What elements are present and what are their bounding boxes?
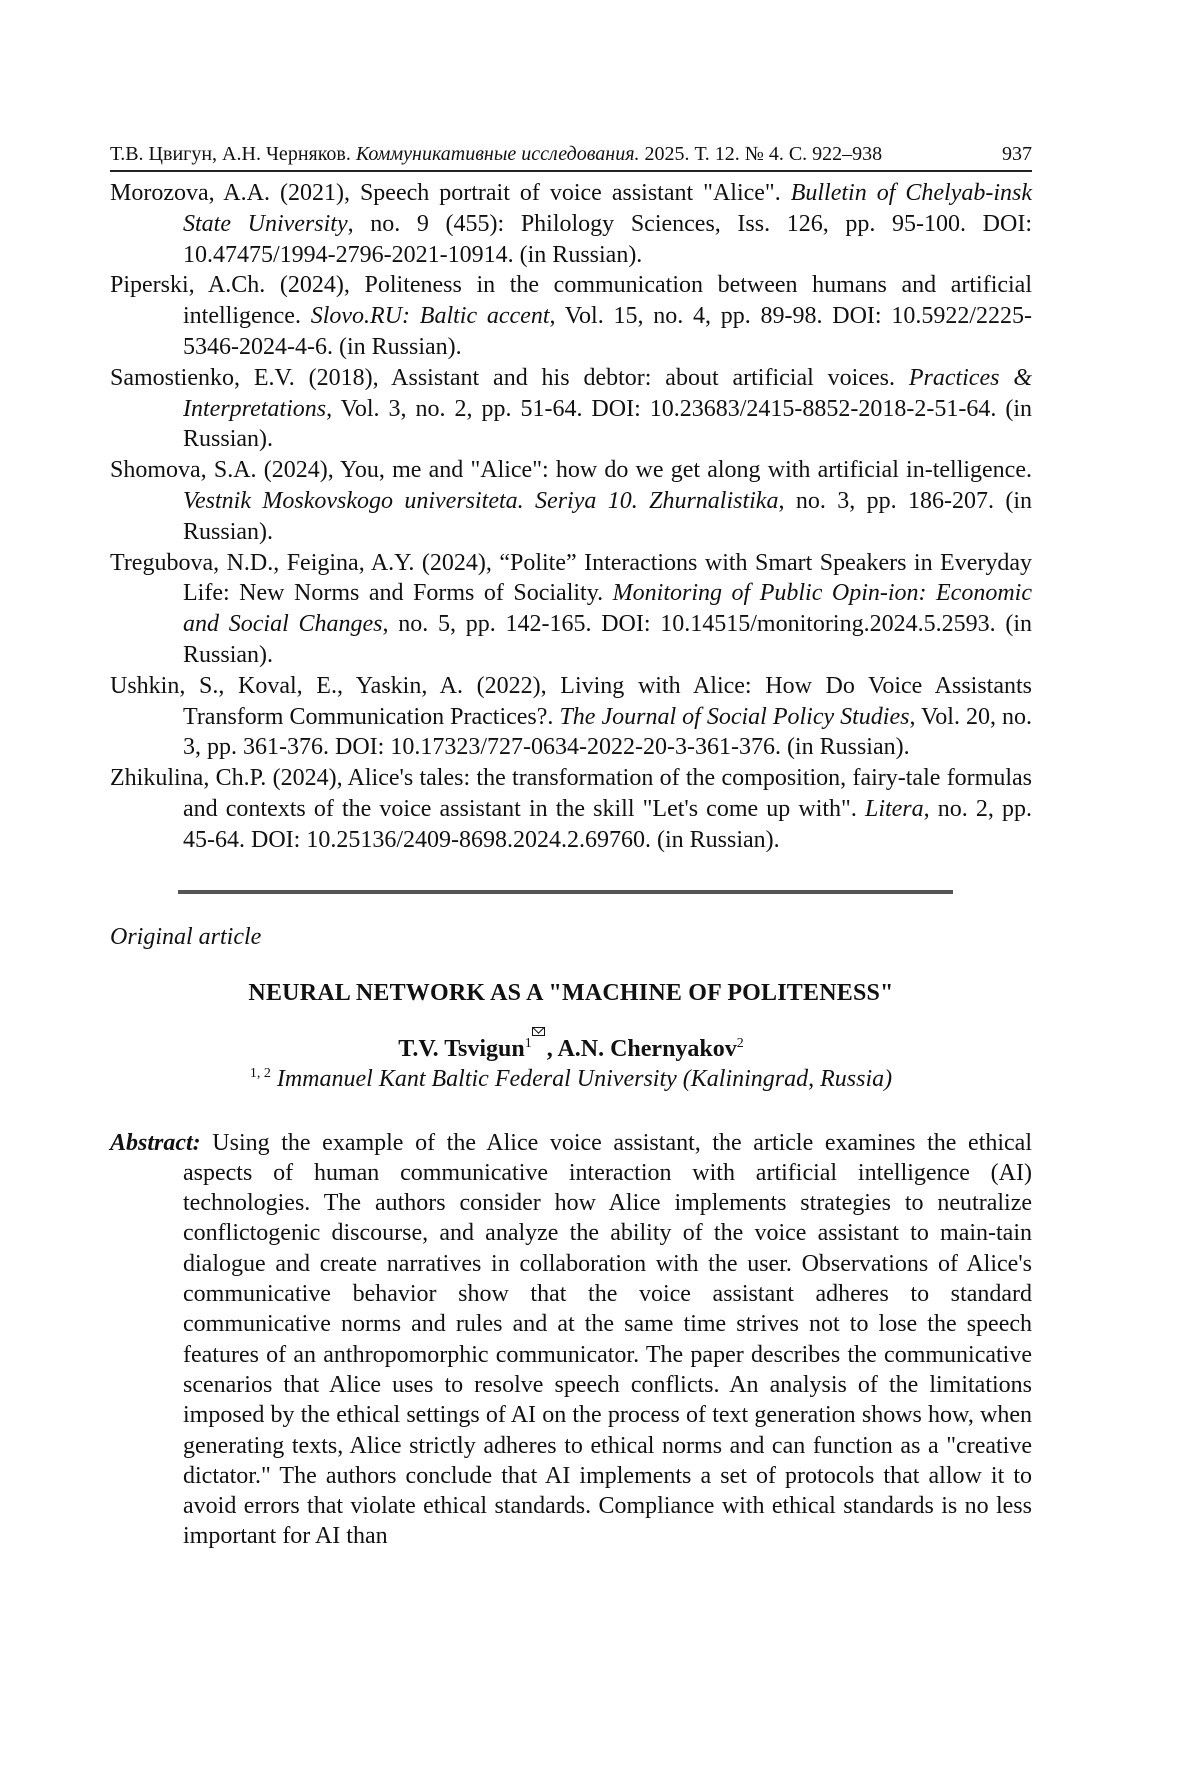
reference-source: The Journal of Social Policy Studies (559, 703, 910, 730)
reference-item (110, 178, 1032, 270)
reference-details: , no. 9 (455): Philology Sciences, Iss. 126, pp. 95-100. DOI: 10.47475/1994-2796-2021-10914. (in Russian). (183, 210, 1032, 268)
reference-text: Ushkin, S., Koval, E., Yaskin, A. (2022), Living with Alice: How Do Voice Assistants Transform Communication Practices?. (110, 672, 1032, 730)
reference-text: Piperski, A.Ch. (2024), Politeness in the communication between humans and artificial intelligence. (110, 272, 1032, 330)
reference-details: , no. 2, pp. 45-64. DOI: 10.25136/2409-8698.2024.2.69760. (in Russian). (183, 795, 1033, 853)
reference-text: Shomova, S.A. (2024), You, me and "Alice": how do we get along with artificial in-telligence. (110, 457, 1032, 484)
author-name: A.N. Chernyakov (557, 1035, 737, 1062)
reference-text: Tregubova, N.D., Feigina, A.Y. (2024), “Polite” Interactions with Smart Speakers in Everyday Life: New Norms and Forms of Sociality. (110, 549, 1032, 607)
running-head-issue: 2025. Т. 12. № 4. С. 922–938 (644, 143, 883, 165)
section-divider (178, 890, 953, 894)
author-name: T.V. Tsvigun (398, 1035, 525, 1062)
reference-list (110, 178, 1032, 856)
reference-text: Samostienko, E.V. (2018), Assistant and his debtor: about artificial voices. (110, 364, 909, 391)
affiliation-text: Immanuel Kant Baltic Federal University (Kaliningrad, Russia) (270, 1065, 893, 1092)
reference-item (110, 548, 1032, 671)
article-type: Original article (110, 923, 262, 950)
affiliation (110, 1064, 1032, 1094)
reference-item (110, 455, 1032, 547)
abstract-text: Using the example of the Alice voice assistant, the article examines the ethical aspects of human communicative interaction with artificial intelligence (AI) technologies. The authors consider how Alice implements strategies to neutralize conflictogenic discourse, and analyze the ability of the voice assistant to main-tain dialogue and create narratives in collaboration with the user. Observations of Alice's communicative behavior show that the voice assistant adheres to standard communicative norms and rules and at the same time strives not to lose the speech features of an anthropomorphic communicator. The paper describes the communicative scenarios that Alice uses to resolve speech conflicts. An analysis of the limitations imposed by the ethical settings of AI on the process of text generation shows how, when generating texts, Alice strictly adheres to ethical norms and can function as a "creative dictator." The authors conclude that AI implements a set of protocols that allow it to avoid errors that violate ethical standards. Compliance with ethical standards is no less important for AI than (183, 1129, 1032, 1550)
reference-item (110, 671, 1032, 763)
reference-source: Slovo.RU: Baltic accent (310, 303, 550, 330)
page-number: 937 (1002, 143, 1032, 165)
running-head-authors: Т.В. Цвигун, А.Н. Черняков. (110, 143, 351, 165)
reference-source: Bulletin of Chelyab-insk State University (183, 180, 1032, 237)
reference-details: , Vol. 15, no. 4, pp. 89-98. DOI: 10.5922/2225-5346-2024-4-6. (in Russian). (183, 303, 1033, 360)
affiliation-mark: 1, 2 (249, 1065, 271, 1081)
reference-details: , Vol. 3, no. 2, pp. 51-64. DOI: 10.23683/2415-8852-2018-2-51-64. (in Russian). (183, 395, 1032, 453)
reference-details: , Vol. 20, no. 3, pp. 361-376. DOI: 10.17323/727-0634-2022-20-3-361-376. (in Russian). (183, 703, 1032, 761)
abstract-label: Abstract: (110, 1129, 201, 1156)
reference-details: , no. 5, pp. 142-165. DOI: 10.14515/monitoring.2024.5.2593. (in Russian). (183, 611, 1032, 668)
author-affiliation-mark: 1 (525, 1036, 547, 1051)
reference-source: Vestnik Moskovskogo universiteta. Seriya 10. Zhurnalistika (183, 487, 779, 514)
article-title: NEURAL NETWORK AS A "MACHINE OF POLITENESS" (248, 979, 894, 1006)
page (110, 140, 1032, 1576)
running-head-journal: Коммуникативные исследования. (355, 143, 640, 165)
running-head-citation (110, 140, 882, 168)
abstract (110, 1128, 1032, 1552)
author-separator: , (546, 1035, 558, 1062)
reference-source: Practices & Interpretations (183, 364, 1032, 422)
reference-details: , no. 3, pp. 186-207. (in Russian). (183, 487, 1032, 545)
author-line (110, 1034, 1032, 1064)
reference-item (110, 763, 1032, 855)
reference-source: Monitoring of Public Opin-ion: Economic and Social Changes (183, 580, 1032, 638)
author-affiliation-mark: 2 (736, 1035, 744, 1051)
reference-source: Litera (864, 795, 924, 822)
reference-item (110, 363, 1032, 455)
reference-text: Zhikulina, Ch.P. (2024), Alice's tales: the transformation of the composition, fairy-tale formulas and contexts of the voice assistant in the skill "Let's come up with". (110, 765, 1032, 822)
reference-text: Morozova, A.A. (2021), Speech portrait of voice assistant "Alice". (110, 180, 791, 206)
running-head (110, 140, 1032, 172)
reference-item (110, 270, 1032, 362)
envelope-icon (532, 1027, 545, 1036)
